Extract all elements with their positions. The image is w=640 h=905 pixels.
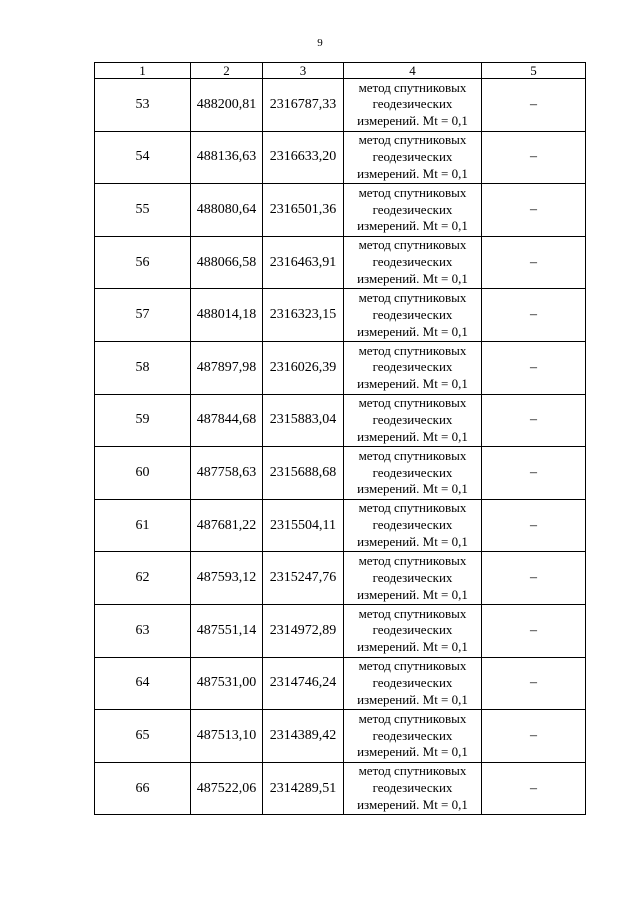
point-number-cell: 61 xyxy=(95,499,191,552)
method-line: измерений. Mt = 0,1 xyxy=(357,323,468,339)
method-line: измерений. Mt = 0,1 xyxy=(357,533,468,549)
x-coordinate-cell: 487844,68 xyxy=(191,394,263,447)
y-coordinate-cell: 2314746,24 xyxy=(263,657,344,710)
table-row xyxy=(95,236,586,289)
method-line: геодезических xyxy=(372,517,453,533)
x-coordinate-cell: 488136,63 xyxy=(191,131,263,184)
x-coordinate-cell: 487681,22 xyxy=(191,499,263,552)
table-row xyxy=(95,552,586,605)
method-line: измерений. Mt = 0,1 xyxy=(357,270,468,286)
page-number: 9 xyxy=(317,37,323,49)
method-line: метод спутниковых xyxy=(358,605,467,621)
method-line: измерений. Mt = 0,1 xyxy=(357,586,468,602)
method-line: метод спутниковых xyxy=(358,710,467,726)
note-cell: – xyxy=(482,131,586,184)
method-line: геодезических xyxy=(372,674,453,690)
y-coordinate-cell: 2314389,42 xyxy=(263,710,344,763)
x-coordinate-cell: 487531,00 xyxy=(191,657,263,710)
method-line: измерений. Mt = 0,1 xyxy=(357,639,468,655)
column-header: 3 xyxy=(263,63,344,79)
method-line: метод спутниковых xyxy=(358,500,467,516)
method-line: метод спутниковых xyxy=(358,447,467,463)
note-cell: – xyxy=(482,289,586,342)
x-coordinate-cell: 488200,81 xyxy=(191,79,263,132)
method-line: геодезических xyxy=(372,96,453,112)
method-line: измерений. Mt = 0,1 xyxy=(357,165,468,181)
method-line: метод спутниковых xyxy=(358,79,467,95)
table-row xyxy=(95,499,586,552)
method-line: метод спутниковых xyxy=(358,132,467,148)
method-cell xyxy=(344,79,482,132)
y-coordinate-cell: 2315247,76 xyxy=(263,552,344,605)
method-cell xyxy=(344,762,482,815)
point-number-cell: 62 xyxy=(95,552,191,605)
method-line: геодезических xyxy=(372,148,453,164)
note-cell: – xyxy=(482,762,586,815)
note-cell: – xyxy=(482,710,586,763)
point-number-cell: 65 xyxy=(95,710,191,763)
point-number-cell: 53 xyxy=(95,79,191,132)
table-row xyxy=(95,657,586,710)
column-header: 5 xyxy=(482,63,586,79)
method-cell xyxy=(344,710,482,763)
x-coordinate-cell: 487897,98 xyxy=(191,341,263,394)
point-number-cell: 59 xyxy=(95,394,191,447)
note-cell: – xyxy=(482,604,586,657)
method-cell xyxy=(344,447,482,500)
method-line: измерений. Mt = 0,1 xyxy=(357,481,468,497)
x-coordinate-cell: 487758,63 xyxy=(191,447,263,500)
method-line: геодезических xyxy=(372,359,453,375)
y-coordinate-cell: 2316633,20 xyxy=(263,131,344,184)
method-line: геодезических xyxy=(372,464,453,480)
point-number-cell: 60 xyxy=(95,447,191,500)
point-number-cell: 56 xyxy=(95,236,191,289)
method-cell xyxy=(344,657,482,710)
note-cell: – xyxy=(482,447,586,500)
y-coordinate-cell: 2316463,91 xyxy=(263,236,344,289)
method-line: измерений. Mt = 0,1 xyxy=(357,796,468,812)
table-row xyxy=(95,131,586,184)
method-line: метод спутниковых xyxy=(358,552,467,568)
point-number-cell: 66 xyxy=(95,762,191,815)
method-line: метод спутниковых xyxy=(358,184,467,200)
x-coordinate-cell: 487522,06 xyxy=(191,762,263,815)
method-line: измерений. Mt = 0,1 xyxy=(357,744,468,760)
method-line: геодезических xyxy=(372,622,453,638)
method-line: метод спутниковых xyxy=(358,289,467,305)
method-line: измерений. Mt = 0,1 xyxy=(357,691,468,707)
point-number-cell: 55 xyxy=(95,184,191,237)
y-coordinate-cell: 2316323,15 xyxy=(263,289,344,342)
table-row xyxy=(95,184,586,237)
method-line: измерений. Mt = 0,1 xyxy=(357,428,468,444)
method-line: геодезических xyxy=(372,411,453,427)
method-cell xyxy=(344,394,482,447)
method-line: измерений. Mt = 0,1 xyxy=(357,218,468,234)
method-cell xyxy=(344,499,482,552)
table-row xyxy=(95,447,586,500)
method-line: геодезических xyxy=(372,254,453,270)
column-header: 1 xyxy=(95,63,191,79)
table-row xyxy=(95,289,586,342)
note-cell: – xyxy=(482,79,586,132)
y-coordinate-cell: 2316501,36 xyxy=(263,184,344,237)
y-coordinate-cell: 2316787,33 xyxy=(263,79,344,132)
x-coordinate-cell: 487513,10 xyxy=(191,710,263,763)
point-number-cell: 58 xyxy=(95,341,191,394)
method-line: измерений. Mt = 0,1 xyxy=(357,376,468,392)
y-coordinate-cell: 2314972,89 xyxy=(263,604,344,657)
method-line: геодезических xyxy=(372,727,453,743)
method-line: метод спутниковых xyxy=(358,237,467,253)
point-number-cell: 64 xyxy=(95,657,191,710)
table-row xyxy=(95,710,586,763)
note-cell: – xyxy=(482,341,586,394)
table-body xyxy=(95,79,586,815)
method-cell xyxy=(344,552,482,605)
method-line: метод спутниковых xyxy=(358,395,467,411)
point-number-cell: 57 xyxy=(95,289,191,342)
method-line: метод спутниковых xyxy=(358,763,467,779)
point-number-cell: 54 xyxy=(95,131,191,184)
y-coordinate-cell: 2314289,51 xyxy=(263,762,344,815)
y-coordinate-cell: 2315504,11 xyxy=(263,499,344,552)
method-cell xyxy=(344,236,482,289)
note-cell: – xyxy=(482,499,586,552)
column-header: 4 xyxy=(344,63,482,79)
x-coordinate-cell: 487551,14 xyxy=(191,604,263,657)
method-cell xyxy=(344,604,482,657)
method-cell xyxy=(344,131,482,184)
method-line: геодезических xyxy=(372,306,453,322)
coordinates-table xyxy=(94,62,586,815)
method-line: геодезических xyxy=(372,780,453,796)
method-cell xyxy=(344,184,482,237)
x-coordinate-cell: 488066,58 xyxy=(191,236,263,289)
table-row xyxy=(95,341,586,394)
method-line: метод спутниковых xyxy=(358,658,467,674)
note-cell: – xyxy=(482,394,586,447)
note-cell: – xyxy=(482,657,586,710)
y-coordinate-cell: 2315688,68 xyxy=(263,447,344,500)
method-cell xyxy=(344,341,482,394)
method-line: метод спутниковых xyxy=(358,342,467,358)
table-row xyxy=(95,394,586,447)
y-coordinate-cell: 2316026,39 xyxy=(263,341,344,394)
table-header-row xyxy=(95,63,586,79)
x-coordinate-cell: 488014,18 xyxy=(191,289,263,342)
table-row xyxy=(95,79,586,132)
x-coordinate-cell: 488080,64 xyxy=(191,184,263,237)
method-line: геодезических xyxy=(372,201,453,217)
table-row xyxy=(95,762,586,815)
table-row xyxy=(95,604,586,657)
note-cell: – xyxy=(482,552,586,605)
note-cell: – xyxy=(482,236,586,289)
method-line: геодезических xyxy=(372,569,453,585)
y-coordinate-cell: 2315883,04 xyxy=(263,394,344,447)
column-header: 2 xyxy=(191,63,263,79)
x-coordinate-cell: 487593,12 xyxy=(191,552,263,605)
point-number-cell: 63 xyxy=(95,604,191,657)
method-cell xyxy=(344,289,482,342)
method-line: измерений. Mt = 0,1 xyxy=(357,113,468,129)
note-cell: – xyxy=(482,184,586,237)
